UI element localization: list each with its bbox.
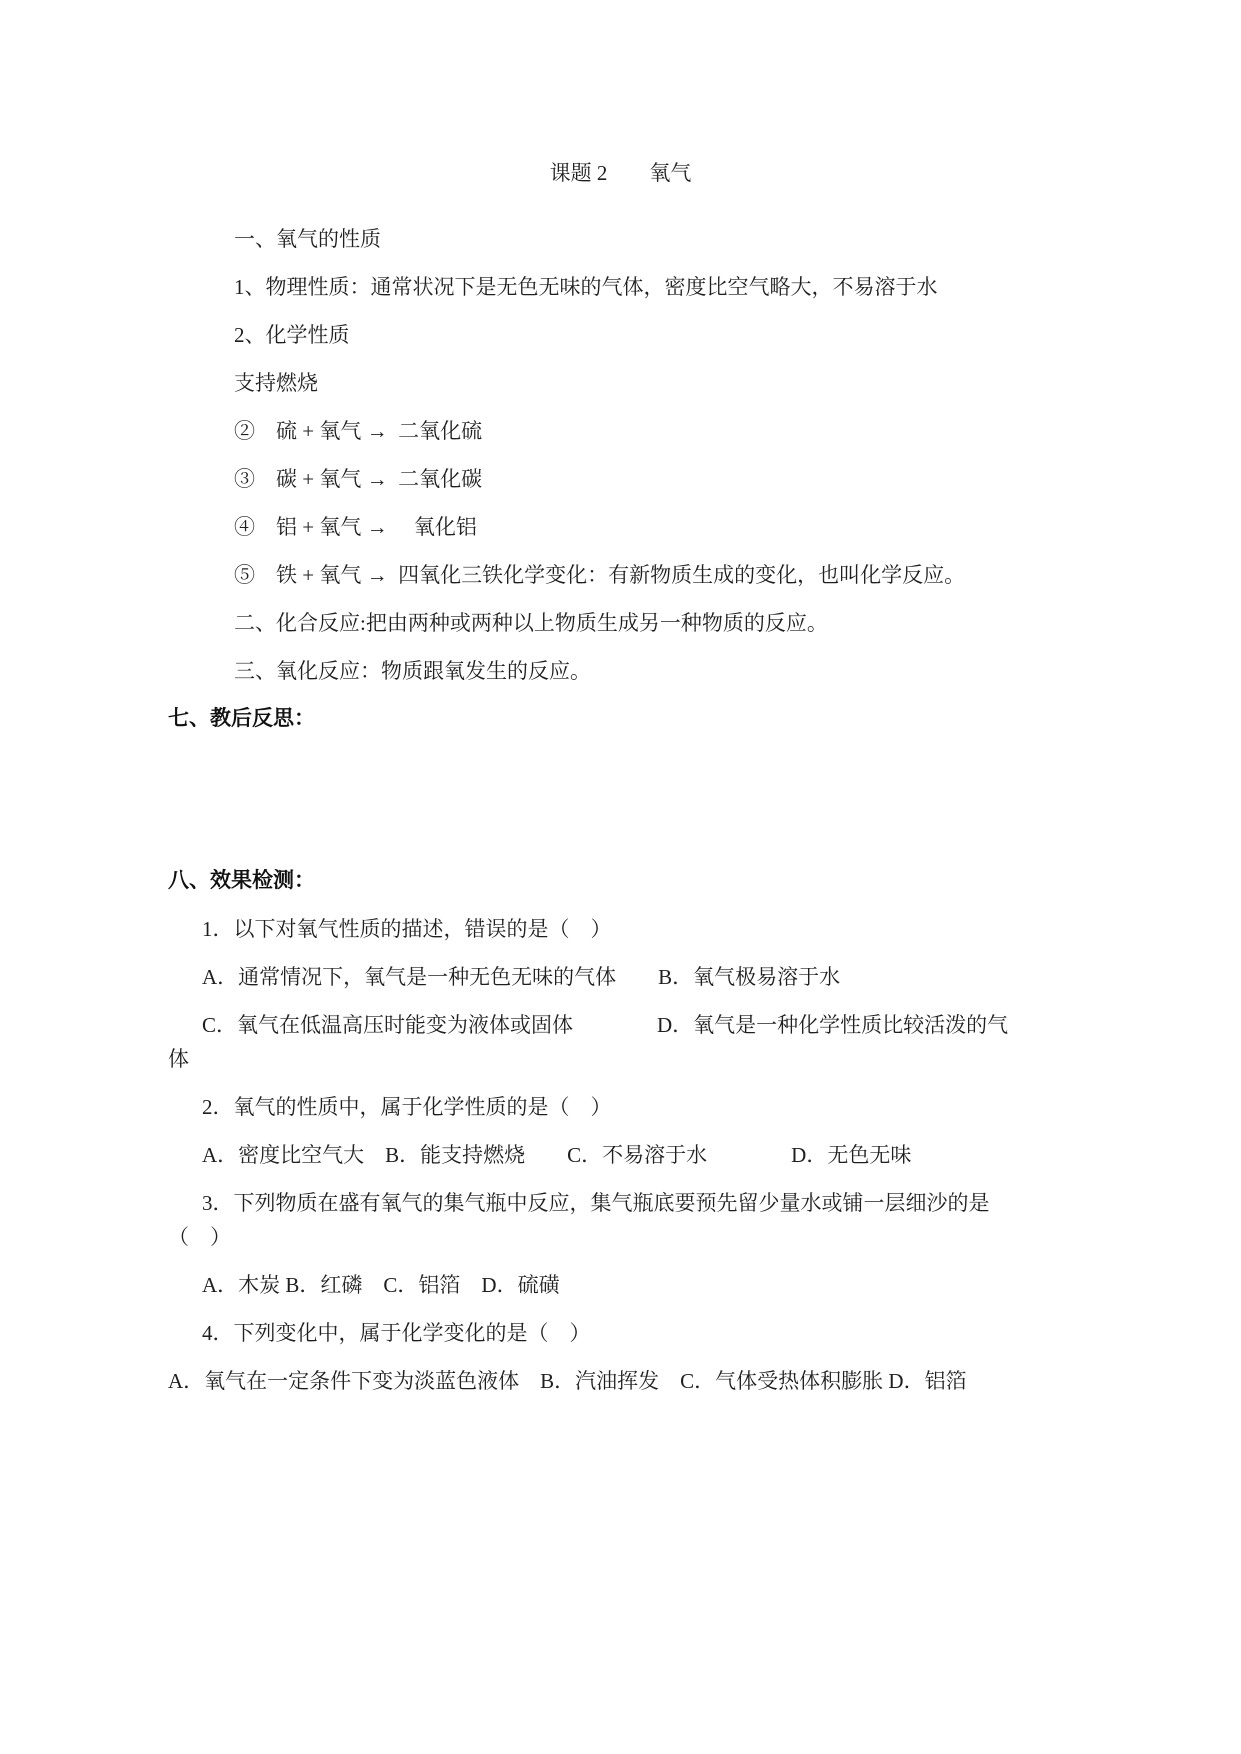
equation-aluminum-oxygen: ④ 铝 + 氧气 → 氧化铝: [234, 515, 477, 539]
equation-iron-oxygen: ⑤ 铁 + 氧气 → 四氧化三铁化学变化：有新物质生成的变化，也叫化学反应。: [234, 563, 966, 587]
quiz-q1-options-line2: C．氧气在低温高压时能变为液体或固体 D．氧气是一种化学性质比较活泼的气: [202, 1013, 1009, 1037]
line-physical-property: 1、物理性质：通常状况下是无色无味的气体，密度比空气略大，不易溶于水: [234, 275, 938, 299]
quiz-q1-options-line1: A．通常情况下，氧气是一种无色无味的气体 B．氧气极易溶于水: [202, 965, 841, 989]
quiz-q3-stem-wrap: （ ）: [168, 1225, 231, 1249]
doc-title: 课题 2 氧气: [549, 161, 692, 185]
heading-oxygen-properties: 一、氧气的性质: [234, 227, 381, 251]
line-oxidation-reaction: 三、氧化反应：物质跟氧发生的反应。: [234, 659, 591, 683]
quiz-q1-options-line2-wrap: 体: [168, 1047, 189, 1071]
equation-sulfur-oxygen: ② 硫 + 氧气 → 二氧化硫: [234, 419, 483, 443]
quiz-q1-stem: 1．以下对氧气性质的描述，错误的是（ ）: [202, 917, 612, 941]
line-chemical-property-heading: 2、化学性质: [234, 323, 350, 347]
line-support-combustion: 支持燃烧: [234, 371, 318, 395]
quiz-q2-stem: 2．氧气的性质中，属于化学性质的是（ ）: [202, 1095, 612, 1119]
quiz-q4-options-line1: A．氧气在一定条件下变为淡蓝色液体 B．汽油挥发 C．气体受热体积膨胀 D．铝箔: [168, 1369, 967, 1393]
heading-effect-test: 八、效果检测：: [168, 869, 315, 892]
quiz-q2-options-line1: A．密度比空气大 B．能支持燃烧 C．不易溶于水 D．无色无味: [202, 1143, 912, 1167]
line-combination-reaction: 二、化合反应:把由两种或两种以上物质生成另一种物质的反应。: [234, 611, 828, 635]
quiz-q3-stem: 3．下列物质在盛有氧气的集气瓶中反应，集气瓶底要预先留少量水或铺一层细沙的是: [202, 1191, 990, 1215]
quiz-q3-options-line1: A．木炭 B．红磷 C．铝箔 D．硫磺: [202, 1273, 560, 1297]
equation-carbon-oxygen: ③ 碳 + 氧气 → 二氧化碳: [234, 467, 483, 491]
heading-teaching-reflection: 七、教后反思：: [168, 707, 315, 730]
quiz-q4-stem: 4．下列变化中，属于化学变化的是（ ）: [202, 1321, 591, 1345]
